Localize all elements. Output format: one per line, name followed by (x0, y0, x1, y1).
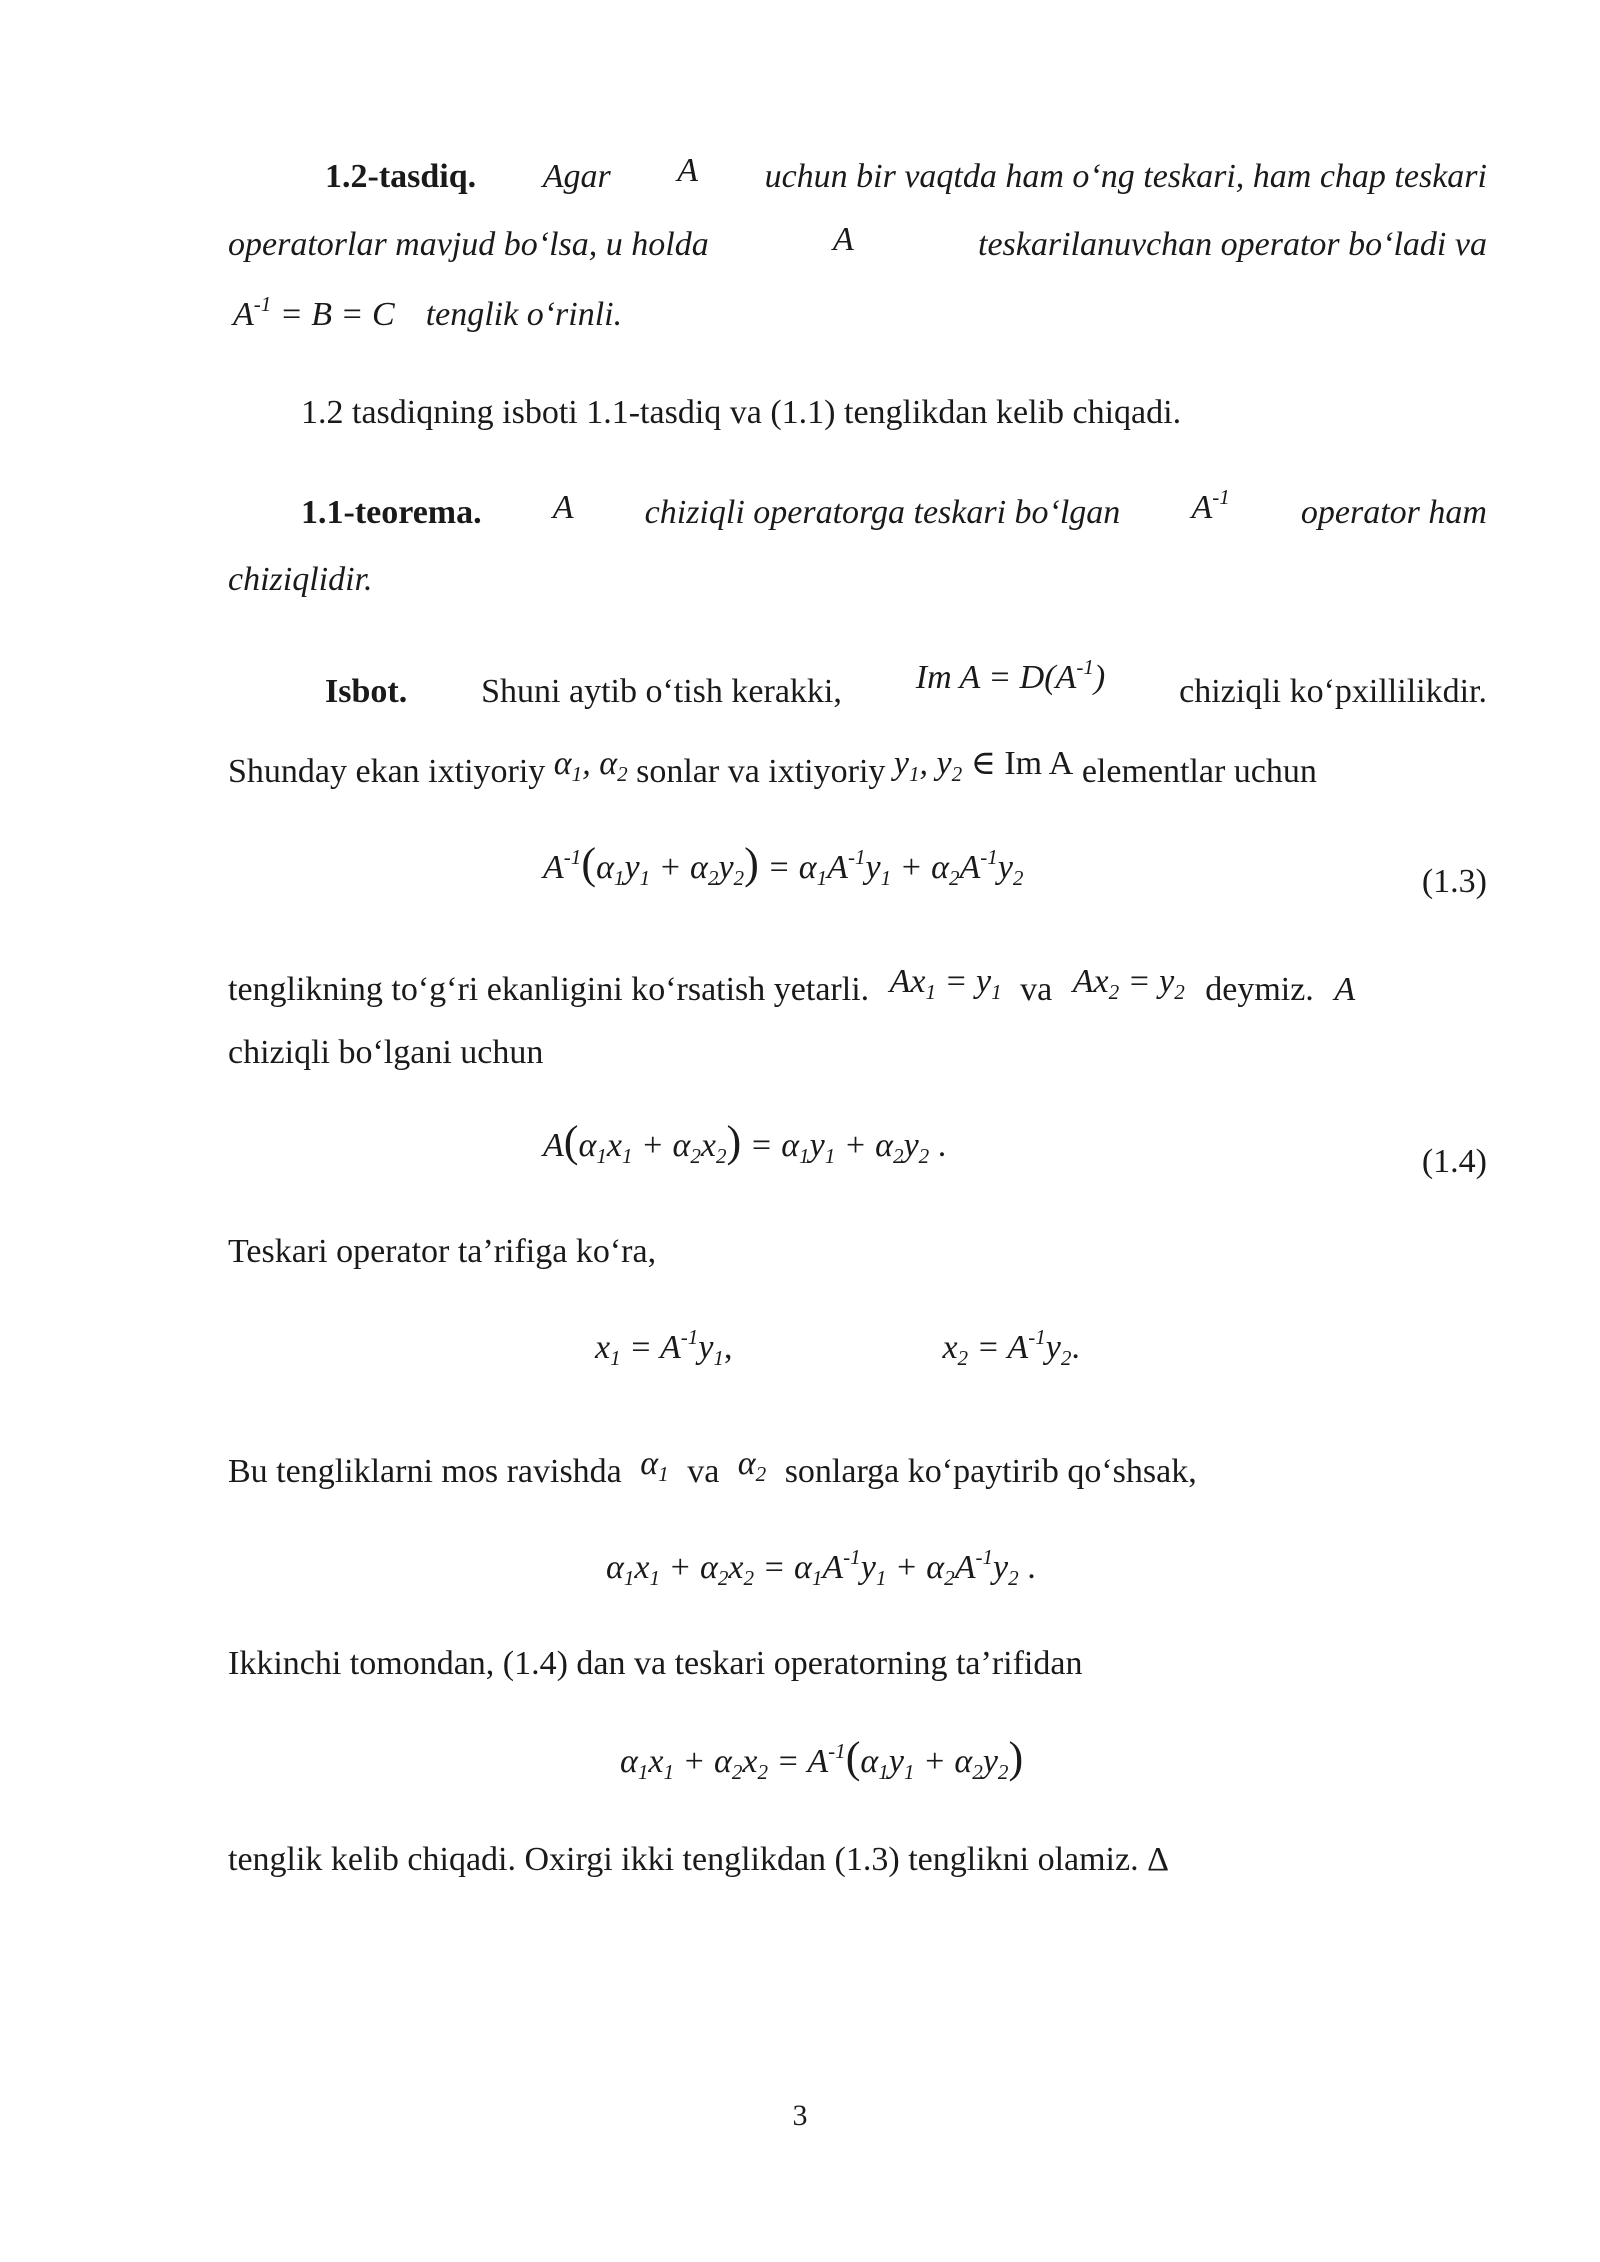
proof-line-8: tenglik kelib chiqadi. Oxirgi ikki tenglikdan (1.3) tenglikni olamiz. Δ (228, 1841, 1169, 1878)
proof-line-3: tenglikning to‘g‘ri ekanligini ko‘rsatish yetarli. $Ax_1 = y_1$ va $Ax_2 = y_2$ deymiz. A (228, 963, 1356, 1008)
theorem-line-2: chiziqlidir. (228, 561, 373, 598)
statement-heading: 1.2-tasdiq. (325, 158, 477, 195)
proof-line-6: Bu tengliklarni mos ravishda $\alpha_1$ va $\alpha_2$ sonlarga ko‘paytirib qo‘shsak, (228, 1445, 1197, 1490)
theorem-heading: 1.1-teorema. (301, 494, 482, 531)
equation-number-1-4: (1.4) (1421, 1143, 1487, 1180)
proof-line-7: Ikkinchi tomondan, (1.4) dan va teskari operatorning ta’rifidan (228, 1645, 1083, 1682)
statement-line-1: 1.2-tasdiq. Agar A uchun bir vaqtda ham o‘ng teskari, ham chap teskari (325, 157, 1487, 198)
combined-equation: $\alpha_1x_1 + \alpha_2x_2 = \alpha_1A^{-1}y_1 + \alpha_2A^{-1}y_2$ . (606, 1545, 1036, 1590)
equation-number-1-3: (1.3) (1421, 863, 1487, 900)
proof-line-1: Isbot. Shuni aytib o‘tish kerakki, Im $A = D(A^{-1})$ chiziqli ko‘pxillilikdir. (325, 672, 1487, 713)
statement-line-2: operatorlar mavjud bo‘lsa, u holda A teskarilanuvchan operator bo‘ladi va (228, 221, 1487, 263)
equation-1-4: $A(\alpha_1x_1 + \alpha_2x_2) = \alpha_1y_1 + \alpha_2y_2$ . (543, 1117, 947, 1168)
proof-heading: Isbot. (325, 673, 408, 710)
image-domain-equation: Im $A = D(A^{-1})$ (915, 655, 1106, 696)
proof-line-5: Teskari operator ta’rifiga ko‘ra, (228, 1233, 657, 1270)
page-number: 3 (792, 2099, 808, 2132)
inverse-relations: $x_1 = A^{-1}y_1$, $x_2 = A^{-1}y_2$. (595, 1325, 1080, 1370)
proof-line-4: chiziqli bo‘lgani uchun (228, 1034, 544, 1071)
proof-note: 1.2 tasdiqning isboti 1.1-tasdiq va (1.1) tenglikdan kelib chiqadi. (301, 394, 1182, 431)
inverse-equation: $A^{-1} = B = C$ (233, 292, 395, 333)
proof-line-2: Shunday ekan ixtiyoriy $\alpha_1$, $\alpha_2$ sonlar va ixtiyoriy $y_1$, $y_2$ ∈ Im A elementlar uchun (228, 745, 1317, 790)
theorem-line-1: 1.1-teorema. A chiziqli operatorga teskari bo‘lgan $A^{-1}$ operator ham (301, 493, 1487, 534)
final-equation: $\alpha_1x_1 + \alpha_2x_2 = A^{-1}(\alpha_1y_1 + \alpha_2y_2)$ (620, 1733, 1024, 1784)
equation-1-3: $A^{-1}(\alpha_1y_1 + \alpha_2y_2) = \alpha_1A^{-1}y_1 + \alpha_2A^{-1}y_2$ (543, 839, 1024, 890)
statement-line-3: $A^{-1} = B = C$ tenglik o‘rinli. (233, 292, 623, 333)
